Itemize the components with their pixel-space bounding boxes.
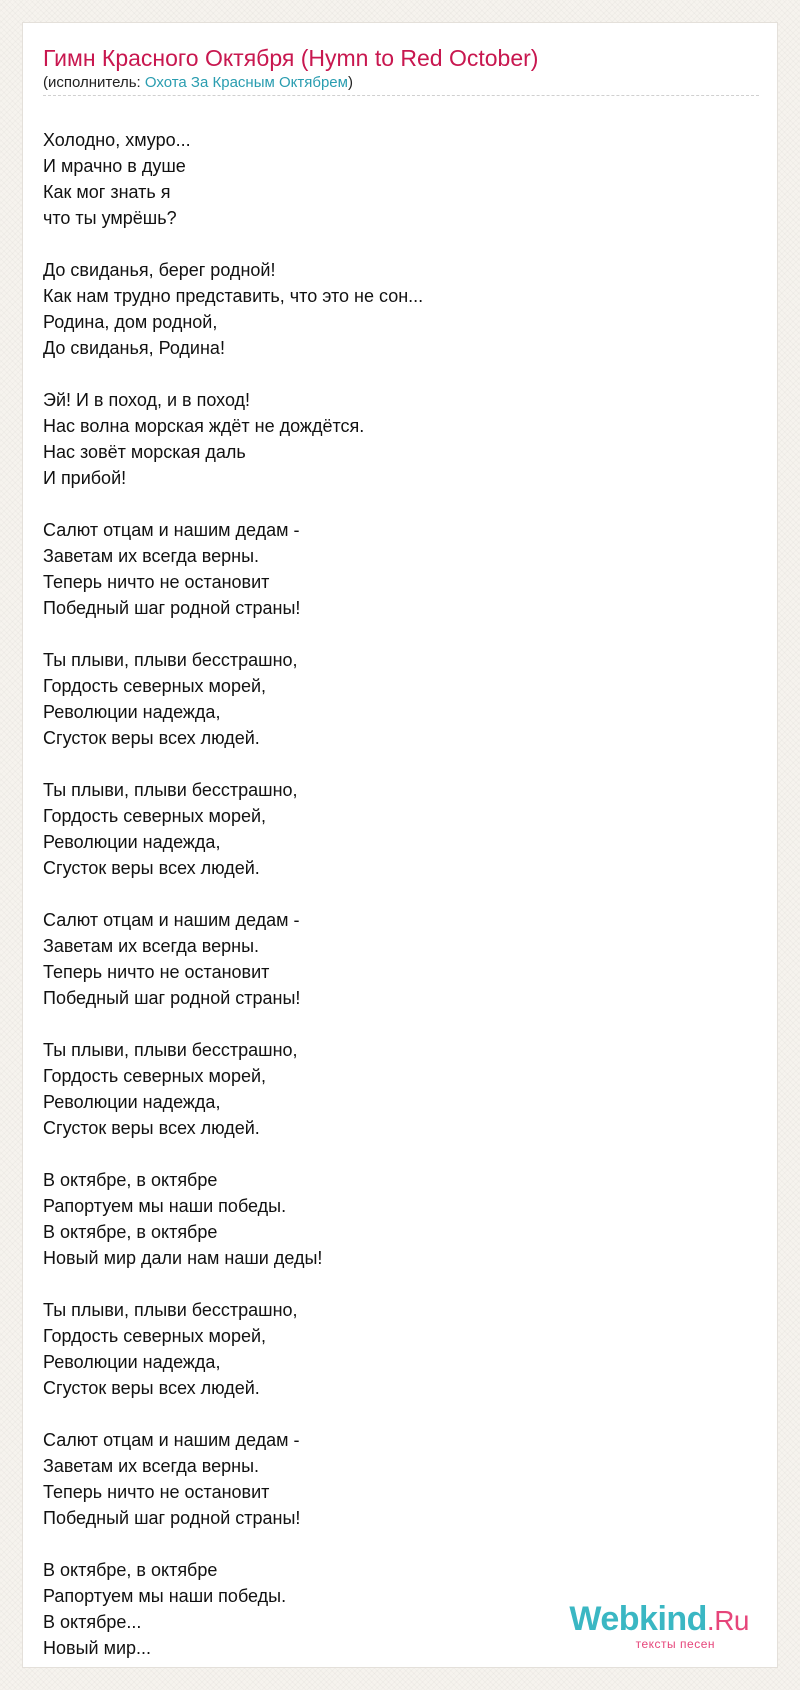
lyric-line: Сгусток веры всех людей. xyxy=(43,1378,260,1398)
lyric-line: Холодно, хмуро... xyxy=(43,130,191,150)
lyric-line: Нас зовёт морская даль xyxy=(43,442,246,462)
lyric-line: Эй! И в поход, и в поход! xyxy=(43,390,251,410)
lyric-line: И мрачно в душе xyxy=(43,156,186,176)
lyric-line: Ты плыви, плыви бесстрашно, xyxy=(43,1300,298,1320)
stanza-gap xyxy=(43,1011,743,1037)
lyric-line: Родина, дом родной, xyxy=(43,312,218,332)
lyric-line: Теперь ничто не остановит xyxy=(43,962,270,982)
lyric-line: Новый мир... xyxy=(43,1638,152,1658)
lyric-line: Рапортуем мы наши победы. xyxy=(43,1586,287,1606)
lyric-line: Сгусток веры всех людей. xyxy=(43,858,260,878)
site-logo[interactable] xyxy=(569,1601,749,1651)
lyric-line: Сгусток веры всех людей. xyxy=(43,728,260,748)
lyric-line: В октябре, в октябре xyxy=(43,1222,218,1242)
lyric-line: Как мог знать я xyxy=(43,182,171,202)
stanza-gap xyxy=(43,231,743,257)
lyric-line: Сгусток веры всех людей. xyxy=(43,1118,260,1138)
artist-link[interactable]: Охота За Красным Октябрем xyxy=(144,74,348,91)
stanza-gap xyxy=(43,491,743,517)
lyric-line: В октябре, в октябре xyxy=(43,1560,218,1580)
artist-line xyxy=(43,73,353,93)
lyric-line: В октябре, в октябре xyxy=(43,1170,218,1190)
lyric-line: Революции надежда, xyxy=(43,1352,221,1372)
title-divider xyxy=(43,95,759,96)
stanza-gap xyxy=(43,621,743,647)
stanza-gap xyxy=(43,1531,743,1557)
lyric-line: Гордость северных морей, xyxy=(43,1066,267,1086)
lyric-line: Победный шаг родной страны! xyxy=(43,988,301,1008)
lyric-line: Теперь ничто не остановит xyxy=(43,1482,270,1502)
stanza-gap xyxy=(43,751,743,777)
stanza-gap xyxy=(43,1401,743,1427)
lyric-line: До свиданья, берег родной! xyxy=(43,260,276,280)
lyric-line: Заветам их всегда верны. xyxy=(43,546,260,566)
song-title: Гимн Красного Октября (Hymn to Red October) xyxy=(43,45,539,71)
stanza-gap xyxy=(43,361,743,387)
lyric-line: И прибой! xyxy=(43,468,127,488)
lyric-line: Ты плыви, плыви бесстрашно, xyxy=(43,1040,298,1060)
lyric-line: Ты плыви, плыви бесстрашно, xyxy=(43,780,298,800)
lyric-line: Гордость северных морей, xyxy=(43,1326,267,1346)
logo-wordmark xyxy=(569,1601,749,1639)
lyrics-card xyxy=(22,22,778,1668)
artist-suffix: ) xyxy=(347,74,353,91)
lyric-line: Революции надежда, xyxy=(43,832,221,852)
logo-tagline: тексты песен xyxy=(635,1637,715,1651)
lyric-line: что ты умрёшь? xyxy=(43,208,177,228)
stanza-gap xyxy=(43,1141,743,1167)
lyric-line: Заветам их всегда верны. xyxy=(43,1456,260,1476)
lyric-line: Гордость северных морей, xyxy=(43,806,267,826)
lyric-line: Победный шаг родной страны! xyxy=(43,598,301,618)
lyric-line: Салют отцам и нашим дедам - xyxy=(43,520,300,540)
lyric-line: Новый мир дали нам наши деды! xyxy=(43,1248,323,1268)
lyric-line: В октябре... xyxy=(43,1612,142,1632)
lyric-line: До свиданья, Родина! xyxy=(43,338,225,358)
logo-tld: .Ru xyxy=(706,1605,749,1636)
lyric-line: Победный шаг родной страны! xyxy=(43,1508,301,1528)
lyric-line: Ты плыви, плыви бесстрашно, xyxy=(43,650,298,670)
lyrics-text xyxy=(43,127,743,1661)
lyric-line: Революции надежда, xyxy=(43,1092,221,1112)
stanza-gap xyxy=(43,1271,743,1297)
lyric-line: Салют отцам и нашим дедам - xyxy=(43,1430,300,1450)
lyric-line: Революции надежда, xyxy=(43,702,221,722)
lyric-line: Теперь ничто не остановит xyxy=(43,572,270,592)
artist-prefix: (исполнитель: xyxy=(43,74,145,91)
stanza-gap xyxy=(43,881,743,907)
lyric-line: Заветам их всегда верны. xyxy=(43,936,260,956)
lyric-line: Салют отцам и нашим дедам - xyxy=(43,910,300,930)
lyric-line: Гордость северных морей, xyxy=(43,676,267,696)
lyric-line: Нас волна морская ждёт не дождётся. xyxy=(43,416,365,436)
lyric-line: Рапортуем мы наши победы. xyxy=(43,1196,287,1216)
lyric-line: Как нам трудно представить, что это не сон... xyxy=(43,286,424,306)
logo-brand: Webkind xyxy=(569,1600,707,1638)
